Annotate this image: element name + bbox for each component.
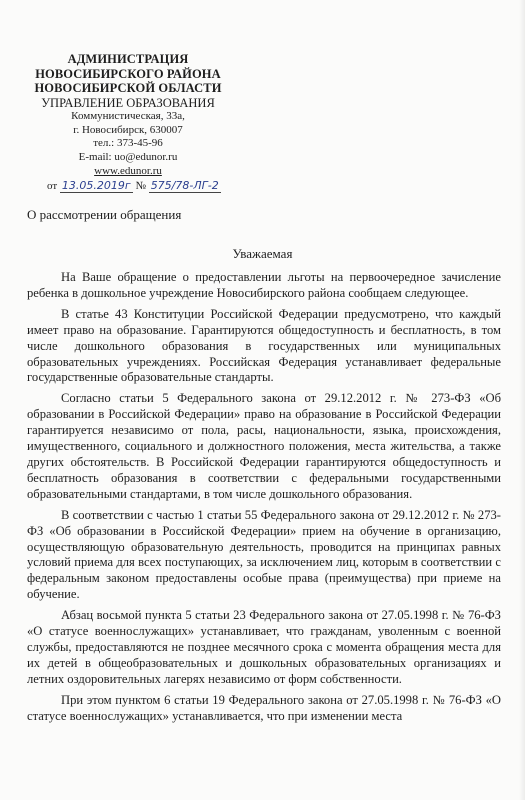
- org-name-line2: НОВОСИБИРСКОГО РАЙОНА: [35, 66, 221, 81]
- number-label: №: [135, 180, 146, 192]
- letter-subject: О рассмотрении обращения: [27, 207, 182, 222]
- date-label: от: [47, 180, 58, 192]
- address-city: г. Новосибирск, 630007: [73, 123, 183, 136]
- registration-line: [47, 179, 221, 193]
- org-name-line1: АДМИНИСТРАЦИЯ: [67, 52, 189, 66]
- salutation: Уважаемая: [232, 246, 293, 261]
- body-paragraph: В статье 43 Конституции Российской Федерации предусмотрено, что каждый имеет право на образование. Гарантируются общедоступность и бесплатность, в том числе дошкольного образования в государственных или муниципальных образовательных учреждениях. Российская Федерация устанавливает федеральные государственные образовательные стандарты.: [27, 306, 501, 385]
- registration-date: 13.05.2019г: [61, 179, 131, 192]
- letter-body: [27, 270, 501, 729]
- body-paragraph: Согласно статьи 5 Федерального закона от 29.12.2012 г. № 273-ФЗ «Об образовании в Российской Федерации» право на образование в Российской Федерации гарантируется независимо от пола, расы, национальности, языка, происхождения, имущественного, социального и должностного положения, места жительства, а также других обстоятельств. В Российской Федерации гарантируются общедоступность и бесплатность образования в соответствии с федеральными государственными образовательными стандартами, в том числе дошкольного образования.: [27, 391, 501, 501]
- phone-number: тел.: 373-45-96: [93, 137, 163, 149]
- email-address: E-mail: uo@edunor.ru: [78, 150, 178, 163]
- org-name-line3: НОВОСИБИРСКОЙ ОБЛАСТИ: [34, 81, 222, 95]
- body-paragraph: В соответствии с частью 1 статьи 55 Федерального закона от 29.12.2012 г. № 273-ФЗ «Об образовании в Российской Федерации» прием на обучение в организацию, осуществляющую образовательную деятельность, проводится на принципах равных условий приема для всех поступающих, за исключением лиц, которым в соответствии с федеральным законом предоставлены особые права (преимущества) при приеме на обучение.: [27, 507, 501, 602]
- body-paragraph: На Ваше обращение о предоставлении льготы на первоочередное зачисление ребенка в дошкольное учреждение Новосибирского района сообщаем следующее.: [27, 270, 501, 300]
- letterhead: [28, 52, 228, 179]
- body-paragraph: Абзац восьмой пункта 5 статьи 23 Федерального закона от 27.05.1998 г. № 76-ФЗ «О статусе военнослужащих» устанавливает, что гражданам, уволенным с военной службы, предоставляются не позднее месячного срока с момента обращения места для их детей в общеобразовательных и дошкольных образовательных организациях и летних оздоровительных лагерях независимо от форм собственности.: [27, 608, 501, 686]
- address-street: Коммунистическая, 33а,: [71, 110, 185, 122]
- page-edge-shadow: [519, 0, 525, 800]
- registration-number: 575/78-ЛГ-2: [150, 179, 219, 192]
- body-paragraph: При этом пунктом 6 статьи 19 Федерального закона от 27.05.1998 г. № 76-ФЗ «О статусе военнослужащих» устанавливается, что при изменении места: [27, 692, 501, 723]
- website-link: www.edunor.ru: [94, 165, 162, 177]
- department-name: УПРАВЛЕНИЕ ОБРАЗОВАНИЯ: [41, 95, 215, 110]
